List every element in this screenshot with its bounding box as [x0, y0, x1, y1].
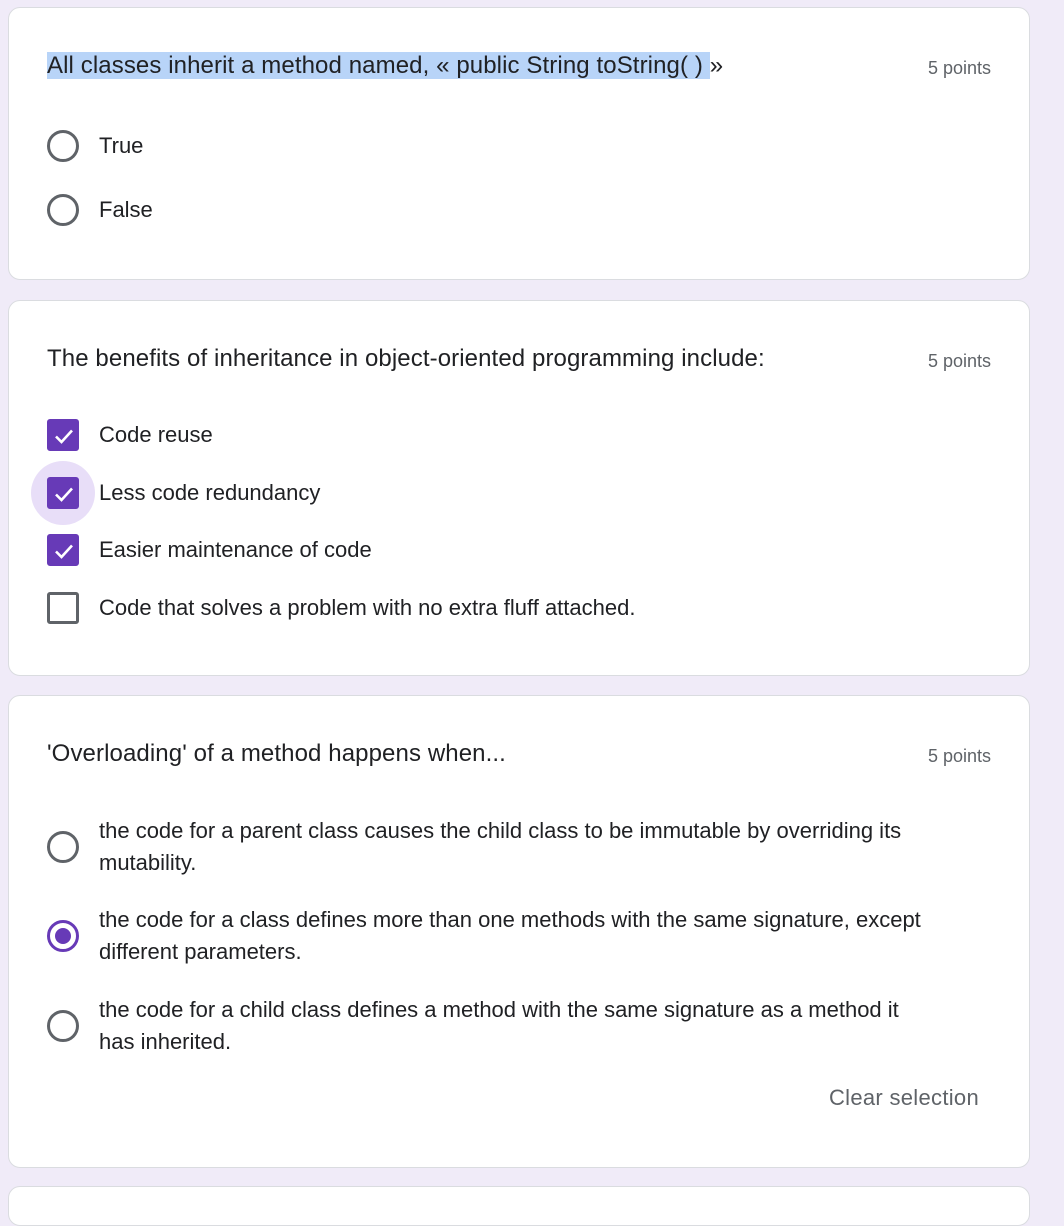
- option-label: [99, 904, 921, 968]
- question-title: The benefits of inheritance in object-oriented programming include:: [47, 345, 765, 372]
- option-label: False: [99, 197, 153, 222]
- option-overloading-1[interactable]: [47, 815, 989, 879]
- option-true[interactable]: [47, 130, 989, 162]
- option-label-line: the code for a child class defines a method with the same signature as a method it: [99, 997, 899, 1022]
- question-card-4: [8, 1186, 1030, 1226]
- question-card-1: [8, 7, 1030, 280]
- option-label: Less code redundancy: [99, 480, 321, 505]
- points-label: 5 points: [927, 746, 991, 766]
- selected-text: All classes inherit a method named, « public String toString( ): [47, 52, 710, 79]
- option-no-fluff[interactable]: [47, 592, 989, 624]
- question-card-3: [8, 695, 1030, 1168]
- check-icon: [52, 482, 76, 506]
- radio-button[interactable]: [47, 194, 79, 226]
- checkbox-unchecked[interactable]: [47, 592, 79, 624]
- option-label: Code that solves a problem with no extra fluff attached.: [99, 595, 636, 620]
- checkbox-checked[interactable]: [47, 477, 79, 509]
- option-label: True: [99, 133, 144, 158]
- option-label-line: different parameters.: [99, 939, 302, 964]
- option-easier-maintenance[interactable]: [47, 534, 989, 566]
- option-label: Easier maintenance of code: [99, 537, 372, 562]
- check-icon: [52, 424, 76, 448]
- checkbox-checked[interactable]: [47, 419, 79, 451]
- question-title: [47, 47, 723, 85]
- radio-button[interactable]: [47, 130, 79, 162]
- check-icon: [52, 539, 76, 563]
- option-label: [99, 815, 901, 879]
- points-label: 5 points: [927, 351, 991, 371]
- option-less-redundancy[interactable]: [47, 477, 989, 509]
- clear-selection-button[interactable]: Clear selection: [828, 1085, 979, 1110]
- option-label: [99, 994, 899, 1058]
- points-label: 5 points: [927, 58, 991, 78]
- question-card-2: [8, 300, 1030, 676]
- option-overloading-2[interactable]: [47, 904, 989, 968]
- option-label-line: the code for a class defines more than one methods with the same signature, except: [99, 907, 921, 932]
- option-label-line: has inherited.: [99, 1029, 232, 1054]
- question-title-end: »: [709, 52, 724, 79]
- question-title: 'Overloading' of a method happens when...: [47, 740, 506, 767]
- option-false[interactable]: [47, 194, 989, 226]
- checkbox-checked[interactable]: [47, 534, 79, 566]
- option-overloading-3[interactable]: [47, 994, 989, 1058]
- option-code-reuse[interactable]: [47, 419, 989, 451]
- radio-button[interactable]: [47, 831, 79, 863]
- radio-button[interactable]: [47, 1010, 79, 1042]
- option-label-line: mutability.: [99, 850, 197, 875]
- option-label: Code reuse: [99, 422, 213, 447]
- option-label-line: the code for a parent class causes the child class to be immutable by overriding its: [99, 818, 902, 843]
- radio-button-selected[interactable]: [47, 920, 79, 952]
